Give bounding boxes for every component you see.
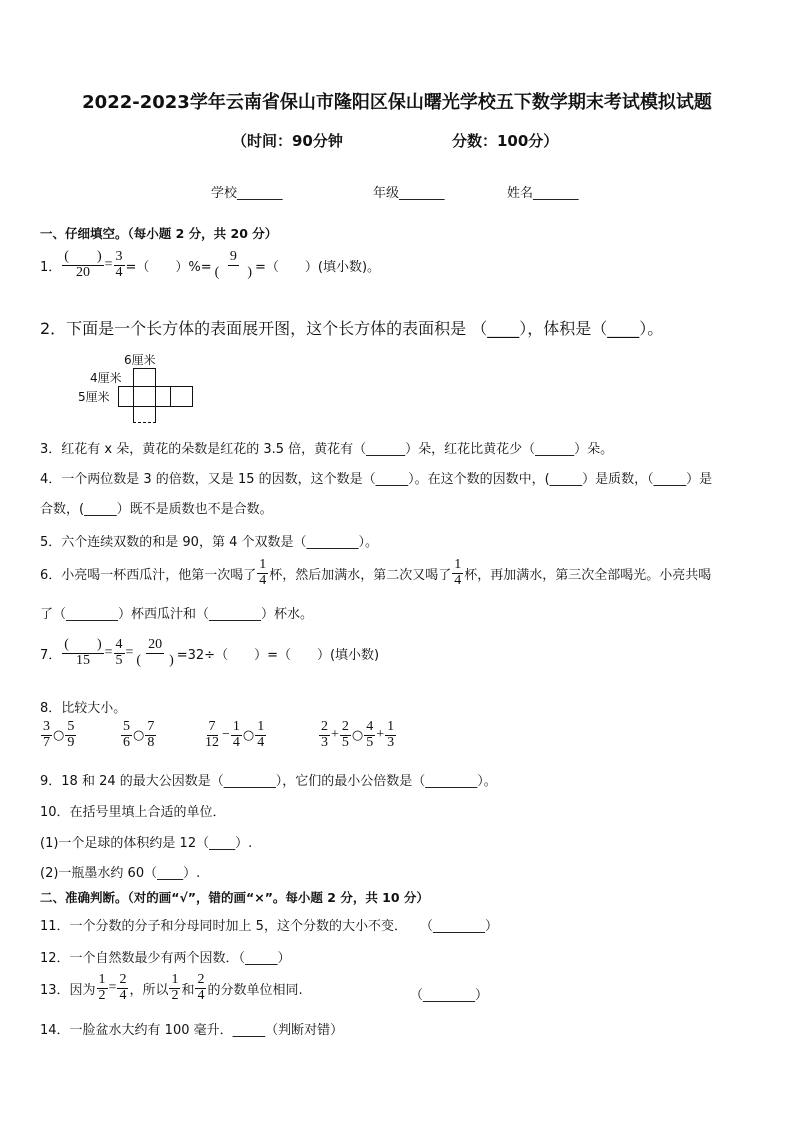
net-label-5cm: 5厘米 <box>78 390 110 404</box>
question-13: 13．因为 $\frac{1}{2}$ = $\frac{2}{4}$ ，所以 $\frac{1}{2}$ 和 $\frac{2}{4}$ 的分数单位相同. <box>40 972 303 1003</box>
q7-fraction-2: $\frac{4}{5}$ <box>115 637 123 668</box>
page-title: 2022-2023学年云南省保山市隆阳区保山曙光学校五下数学期末考试模拟试题 <box>82 92 712 113</box>
question-3: 3．红花有 x 朵，黄花的朵数是红花的 3.5 倍，黄花有（______）朵，红花比黄花少（______）朵。 <box>40 442 614 457</box>
q8-compare-3[interactable]: $\frac{7}{12}$ − $\frac{1}{4}$ ○ $\frac{1}{4}$ <box>205 719 265 750</box>
q8-compare-2[interactable]: $\frac{5}{6}$ ○ $\frac{7}{8}$ <box>123 719 155 750</box>
q6-fraction-1: $\frac{1}{4}$ <box>259 557 267 588</box>
section-2-heading: 二、准确判断。（对的画“√”，错的画“×”。每小题 2 分，共 10 分） <box>40 890 429 905</box>
q7-fraction-3[interactable]: $\frac{20}{( )}$ <box>136 637 174 668</box>
question-2: 2．下面是一个长方体的表面展开图，这个长方体的表面积是 （____），体积是（____）。 <box>40 319 664 338</box>
question-10-part-2: (2)一瓶墨水约 60（____）. <box>40 866 201 881</box>
q6-fraction-2: $\frac{1}{4}$ <box>454 557 462 588</box>
net-label-4cm: 4厘米 <box>90 371 122 385</box>
q8-compare-4[interactable]: $\frac{2}{3}$ + $\frac{2}{5}$ ○ $\frac{4}{5}$ + $\frac{1}{3}$ <box>321 719 395 750</box>
question-14: 14．一脸盆水大约有 100 毫升．_____（判断对错） <box>40 1023 344 1038</box>
score-label: 分数：100分） <box>452 132 559 150</box>
question-7: 7． $\frac{( )}{15}$ = $\frac{4}{5}$ = $\frac{20}{( )}$ =32÷（ ）=（ ）(填小数) <box>40 637 380 668</box>
school-field[interactable]: 学校_______ <box>211 186 283 201</box>
question-4-line-1: 4．一个两位数是 3 的倍数，又是 15 的因数，这个数是（_____）。在这个数的因数中，(_____）是质数，（_____）是 <box>40 472 713 487</box>
q1-fraction-2: $\frac{3}{4}$ <box>115 249 123 280</box>
question-6-line-1: 6．小亮喝一杯西瓜汁，他第一次喝了 $\frac{1}{4}$ 杯，然后加满水，第二次又喝了 $\frac{1}{4}$ 杯，再加满水，第三次全部喝光。小亮共喝 <box>40 557 712 588</box>
question-1 <box>40 250 380 280</box>
question-5: 5．六个连续双数的和是 90，第 4 个双数是（________）。 <box>40 535 378 550</box>
question-8: 8．比较大小。 <box>40 701 127 716</box>
time-label: （时间：90分钟 <box>232 132 343 150</box>
q1-percent-blank[interactable]: =（ ）%= <box>125 259 212 275</box>
question-4-line-2: 合数，(_____）既不是质数也不是合数。 <box>40 502 273 517</box>
q1-number: 1． <box>40 259 62 275</box>
net-label-6cm: 6厘米 <box>124 353 156 367</box>
q1-fraction-3[interactable]: $\frac{9}{( )}$ <box>214 249 252 280</box>
grade-field[interactable]: 年级_______ <box>373 186 445 201</box>
question-6-line-2: 了（________）杯西瓜汁和（________）杯水。 <box>40 607 314 622</box>
q13-answer-blank[interactable]: （________） <box>410 988 489 1003</box>
q8-compare-1[interactable]: $\frac{3}{7}$ ○ $\frac{5}{9}$ <box>43 719 75 750</box>
q7-fraction-1[interactable]: $\frac{( )}{15}$ <box>64 637 102 668</box>
question-11: 11．一个分数的分子和分母同时加上 5，这个分数的大小不变． （________） <box>40 919 498 934</box>
question-9: 9．18 和 24 的最大公因数是（________），它们的最小公倍数是（________）。 <box>40 774 497 789</box>
q1-equals: = <box>104 257 113 273</box>
section-1-heading: 一、仔细填空。（每小题 2 分，共 20 分） <box>40 226 278 241</box>
q1-fraction-1[interactable]: $\frac{( )}{20}$ <box>64 249 102 280</box>
q1-decimal-blank[interactable]: =（ ）(填小数)。 <box>254 259 381 275</box>
name-field[interactable]: 姓名_______ <box>507 186 579 201</box>
question-10-part-1: (1)一个足球的体积约是 12（____）. <box>40 836 253 851</box>
question-12: 12．一个自然数最少有两个因数．（_____） <box>40 951 291 966</box>
question-10: 10．在括号里填上合适的单位． <box>40 805 226 820</box>
